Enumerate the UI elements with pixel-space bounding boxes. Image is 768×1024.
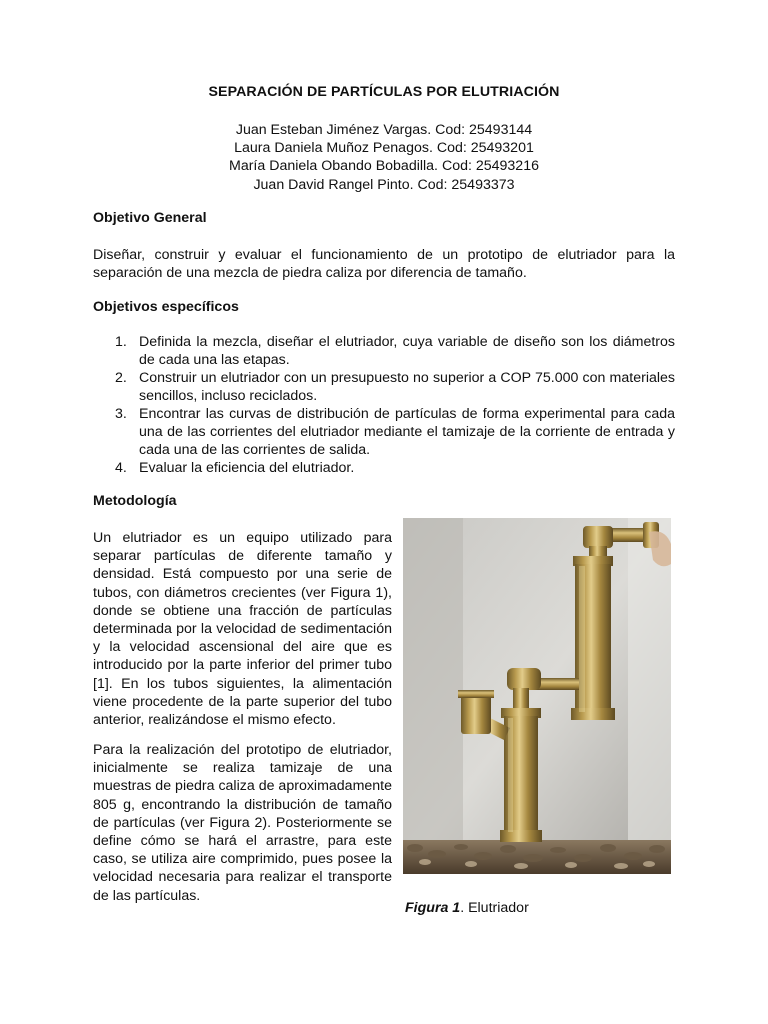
heading-methodology: Metodología	[93, 493, 177, 509]
list-item-text: Encontrar las curvas de distribución de partículas de forma experimental para cada una de las corrientes del elutriador mediante el tamizaje de la corriente de entrada y cada una de las corrientes de salida.	[139, 406, 675, 458]
author-line: Juan David Rangel Pinto. Cod: 25493373	[253, 176, 515, 193]
methodology-paragraph-2: Para la realización del prototipo de elutriador, inicialmente se realiza tamizaje de una muestras de piedra caliza de aproximadamente 805 g, encontrando la distribución de tamaño de partículas (ver Figura 2). Posteriormente se define cómo se hará el arrastre, para este caso, se utiliza aire comprimido, pues posee la velocidad necesaria para realizar el transporte de las partículas.	[93, 742, 392, 904]
figure-label: Figura 1	[405, 900, 461, 916]
methodology-paragraph-1: Un elutriador es un equipo utilizado para separar partículas de diferente tamaño y densidad. Está compuesto por una serie de tubos, con diámetros crecientes (ver Figura 1), donde se obtiene una fracción de partículas determinada por la velocidad de sedimentación y la velocidad ascensional del aire que es introducido por la parte inferior del primer tubo [1]. En los tubos siguientes, la alimentación viene procedente de la parte superior del tubo anterior, realizándose el mismo efecto.	[93, 530, 392, 729]
list-item	[93, 459, 675, 477]
list-item-number: 1.	[115, 334, 127, 350]
figure-caption-text: . Elutriador	[460, 900, 529, 916]
list-item-number: 2.	[115, 370, 127, 386]
list-item-text: Evaluar la eficiencia del elutriador.	[139, 460, 355, 476]
elutriator-photo-illustration	[403, 518, 671, 874]
list-item-number: 3.	[115, 406, 127, 422]
list-item-text: Construir un elutriador con un presupuesto no superior a COP 75.000 con materiales sencillos, incluso reciclados.	[139, 370, 675, 404]
general-objective-text: Diseñar, construir y evaluar el funcionamiento de un prototipo de elutriador para la separación de una mezcla de piedra caliza por diferencia de tamaño.	[93, 247, 675, 281]
author-line: Juan Esteban Jiménez Vargas. Cod: 25493144	[235, 122, 533, 138]
author-line: María Daniela Obando Bobadilla. Cod: 25493216	[229, 158, 539, 175]
author-list	[0, 121, 768, 194]
specific-objectives-list	[93, 333, 675, 477]
author-line: Laura Daniela Muñoz Penagos. Cod: 25493201	[234, 140, 534, 157]
list-item-number: 4.	[115, 460, 127, 476]
list-item	[93, 405, 675, 459]
elutriator-photo	[403, 518, 671, 874]
heading-general-objective: Objetivo General	[93, 210, 207, 226]
figure-caption	[405, 900, 529, 916]
list-item	[93, 333, 675, 369]
heading-specific-objectives: Objetivos específicos	[93, 299, 239, 315]
list-item	[93, 369, 675, 405]
list-item-text: Definida la mezcla, diseñar el elutriador, cuya variable de diseño son los diámetros de cada una las etapas.	[139, 334, 675, 368]
paper-title: SEPARACIÓN DE PARTÍCULAS POR ELUTRIACIÓN	[208, 84, 560, 100]
